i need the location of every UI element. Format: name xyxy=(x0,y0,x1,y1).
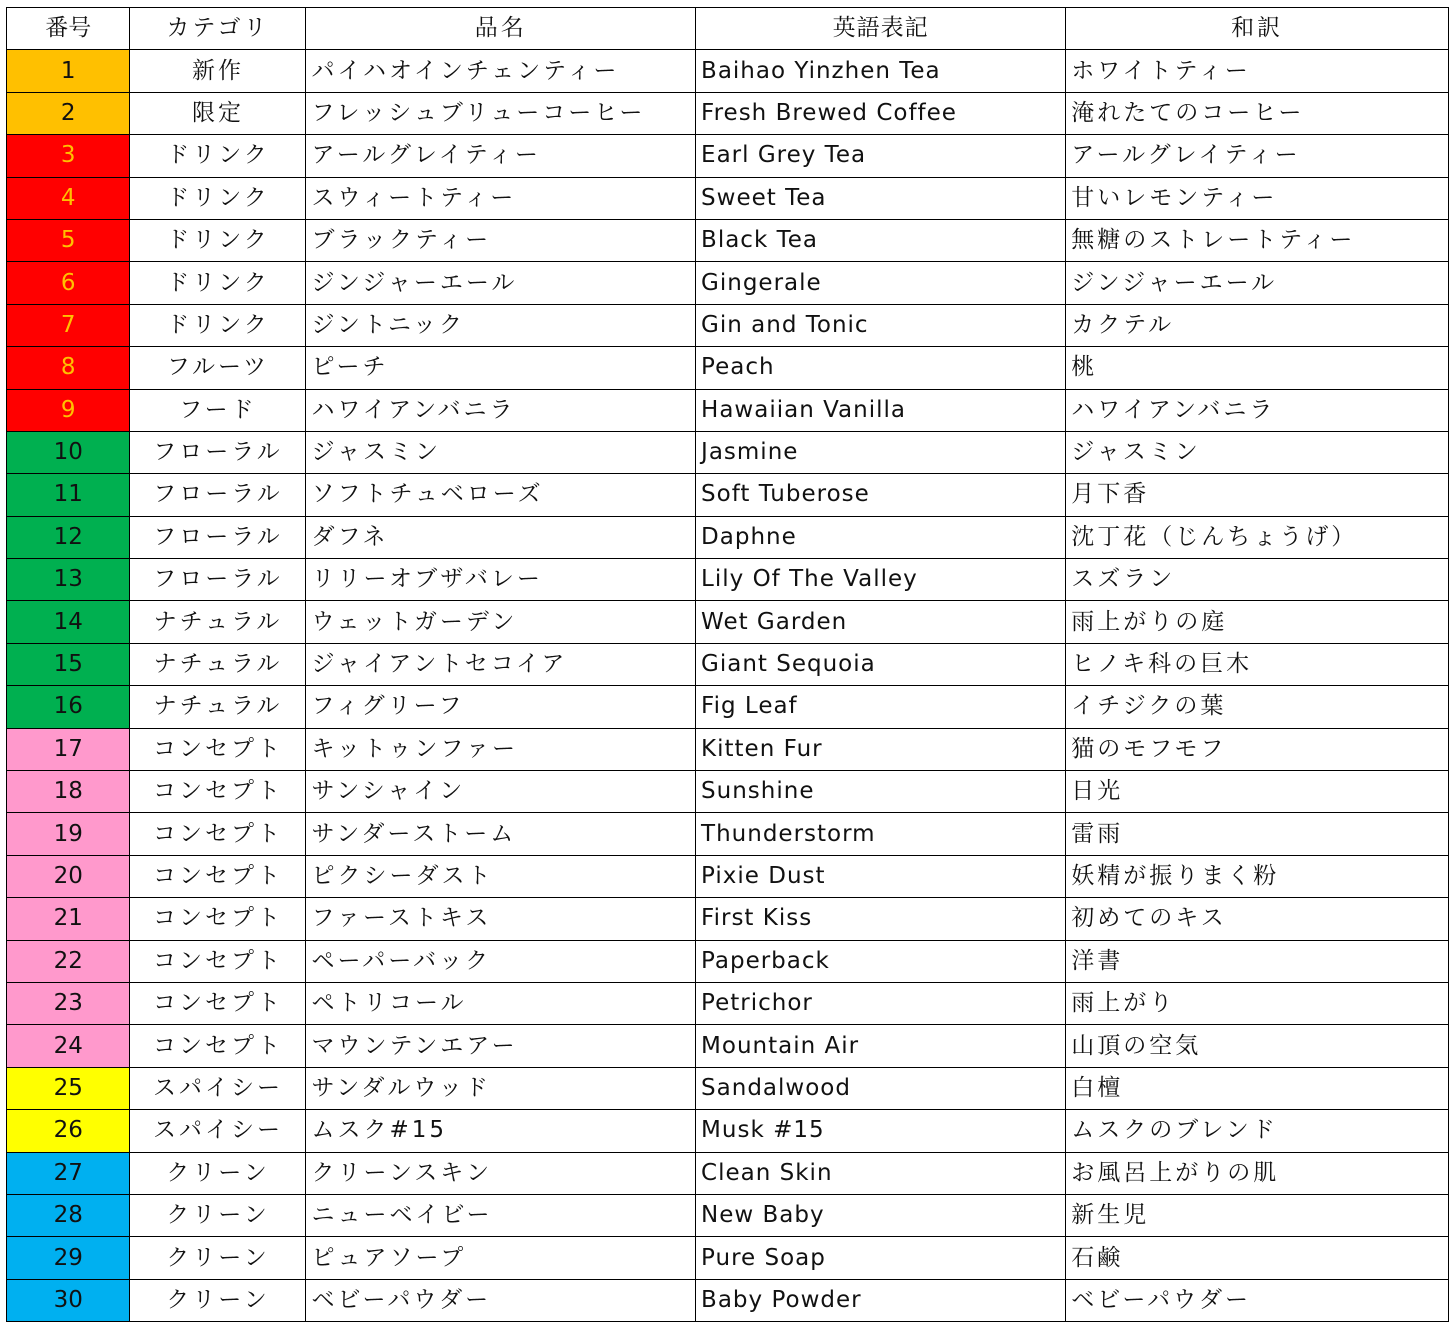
cell-japanese-translation: ジャスミン xyxy=(1066,431,1449,473)
cell-english-name: Petrichor xyxy=(696,982,1066,1024)
table-row xyxy=(7,898,1449,940)
cell-japanese-translation: 淹れたてのコーヒー xyxy=(1066,92,1449,134)
cell-number: 30 xyxy=(7,1279,130,1321)
cell-product-name: ジャスミン xyxy=(306,431,696,473)
cell-number: 21 xyxy=(7,898,130,940)
cell-product-name: ペトリコール xyxy=(306,982,696,1024)
cell-japanese-translation: 妖精が振りまく粉 xyxy=(1066,855,1449,897)
cell-japanese-translation: 白檀 xyxy=(1066,1067,1449,1109)
cell-japanese-translation: ムスクのブレンド xyxy=(1066,1110,1449,1152)
cell-english-name: Clean Skin xyxy=(696,1152,1066,1194)
cell-category: ドリンク xyxy=(130,177,306,219)
cell-japanese-translation: ヒノキ科の巨木 xyxy=(1066,643,1449,685)
table-row xyxy=(7,686,1449,728)
cell-product-name: ピーチ xyxy=(306,347,696,389)
cell-product-name: スウィートティー xyxy=(306,177,696,219)
cell-japanese-translation: 沈丁花（じんちょうげ） xyxy=(1066,516,1449,558)
cell-product-name: ピクシーダスト xyxy=(306,855,696,897)
cell-japanese-translation: 雷雨 xyxy=(1066,813,1449,855)
header-row xyxy=(7,8,1449,50)
cell-english-name: Baby Powder xyxy=(696,1279,1066,1321)
cell-product-name: サンダーストーム xyxy=(306,813,696,855)
cell-category: コンセプト xyxy=(130,855,306,897)
cell-product-name: パイハオインチェンティー xyxy=(306,50,696,92)
cell-category: クリーン xyxy=(130,1237,306,1279)
cell-number: 5 xyxy=(7,219,130,261)
cell-japanese-translation: お風呂上がりの肌 xyxy=(1066,1152,1449,1194)
cell-number: 8 xyxy=(7,347,130,389)
cell-category: フローラル xyxy=(130,559,306,601)
cell-number: 4 xyxy=(7,177,130,219)
cell-english-name: Fig Leaf xyxy=(696,686,1066,728)
table-row xyxy=(7,1194,1449,1236)
table-row xyxy=(7,771,1449,813)
cell-japanese-translation: 石鹸 xyxy=(1066,1237,1449,1279)
cell-japanese-translation: ホワイトティー xyxy=(1066,50,1449,92)
cell-category: コンセプト xyxy=(130,898,306,940)
cell-english-name: Sandalwood xyxy=(696,1067,1066,1109)
cell-category: スパイシー xyxy=(130,1110,306,1152)
cell-english-name: Sweet Tea xyxy=(696,177,1066,219)
header-product-name: 品名 xyxy=(306,8,696,50)
cell-japanese-translation: ジンジャーエール xyxy=(1066,262,1449,304)
table-row xyxy=(7,347,1449,389)
cell-english-name: Giant Sequoia xyxy=(696,643,1066,685)
table-row xyxy=(7,1025,1449,1067)
cell-japanese-translation: 洋書 xyxy=(1066,940,1449,982)
cell-product-name: ピュアソープ xyxy=(306,1237,696,1279)
cell-english-name: Fresh Brewed Coffee xyxy=(696,92,1066,134)
cell-product-name: ダフネ xyxy=(306,516,696,558)
cell-category: ドリンク xyxy=(130,135,306,177)
header-category: カテゴリ xyxy=(130,8,306,50)
cell-number: 15 xyxy=(7,643,130,685)
cell-number: 6 xyxy=(7,262,130,304)
cell-number: 23 xyxy=(7,982,130,1024)
table-row xyxy=(7,177,1449,219)
cell-category: フローラル xyxy=(130,431,306,473)
cell-product-name: ジントニック xyxy=(306,304,696,346)
cell-product-name: ブラックティー xyxy=(306,219,696,261)
cell-english-name: Musk #15 xyxy=(696,1110,1066,1152)
cell-product-name: キットゥンファー xyxy=(306,728,696,770)
cell-english-name: New Baby xyxy=(696,1194,1066,1236)
table-row xyxy=(7,813,1449,855)
cell-japanese-translation: 甘いレモンティー xyxy=(1066,177,1449,219)
cell-english-name: Black Tea xyxy=(696,219,1066,261)
cell-category: クリーン xyxy=(130,1152,306,1194)
cell-category: コンセプト xyxy=(130,940,306,982)
cell-category: 新作 xyxy=(130,50,306,92)
header-number: 番号 xyxy=(7,8,130,50)
cell-category: フルーツ xyxy=(130,347,306,389)
cell-product-name: ウェットガーデン xyxy=(306,601,696,643)
cell-product-name: ニューベイビー xyxy=(306,1194,696,1236)
cell-product-name: ジャイアントセコイア xyxy=(306,643,696,685)
cell-english-name: Gin and Tonic xyxy=(696,304,1066,346)
cell-number: 27 xyxy=(7,1152,130,1194)
cell-english-name: Paperback xyxy=(696,940,1066,982)
cell-japanese-translation: スズラン xyxy=(1066,559,1449,601)
cell-category: クリーン xyxy=(130,1279,306,1321)
cell-english-name: Hawaiian Vanilla xyxy=(696,389,1066,431)
cell-number: 17 xyxy=(7,728,130,770)
cell-number: 29 xyxy=(7,1237,130,1279)
table-row xyxy=(7,1152,1449,1194)
cell-number: 3 xyxy=(7,135,130,177)
cell-number: 14 xyxy=(7,601,130,643)
table-row xyxy=(7,643,1449,685)
cell-category: ナチュラル xyxy=(130,686,306,728)
cell-japanese-translation: 猫のモフモフ xyxy=(1066,728,1449,770)
cell-english-name: Thunderstorm xyxy=(696,813,1066,855)
cell-japanese-translation: アールグレイティー xyxy=(1066,135,1449,177)
cell-number: 12 xyxy=(7,516,130,558)
table-row xyxy=(7,1279,1449,1321)
cell-category: ドリンク xyxy=(130,304,306,346)
cell-number: 7 xyxy=(7,304,130,346)
table-row xyxy=(7,389,1449,431)
cell-product-name: ムスク#15 xyxy=(306,1110,696,1152)
table-row xyxy=(7,1110,1449,1152)
cell-english-name: Sunshine xyxy=(696,771,1066,813)
cell-number: 22 xyxy=(7,940,130,982)
header-japanese-translation: 和訳 xyxy=(1066,8,1449,50)
table-row xyxy=(7,474,1449,516)
cell-category: コンセプト xyxy=(130,813,306,855)
cell-number: 9 xyxy=(7,389,130,431)
cell-category: コンセプト xyxy=(130,728,306,770)
cell-category: コンセプト xyxy=(130,1025,306,1067)
table-row xyxy=(7,304,1449,346)
table-row xyxy=(7,559,1449,601)
table-row xyxy=(7,855,1449,897)
cell-english-name: Daphne xyxy=(696,516,1066,558)
cell-number: 20 xyxy=(7,855,130,897)
cell-product-name: マウンテンエアー xyxy=(306,1025,696,1067)
cell-category: ドリンク xyxy=(130,262,306,304)
cell-product-name: アールグレイティー xyxy=(306,135,696,177)
cell-english-name: Wet Garden xyxy=(696,601,1066,643)
header-english-name: 英語表記 xyxy=(696,8,1066,50)
cell-english-name: Earl Grey Tea xyxy=(696,135,1066,177)
cell-number: 13 xyxy=(7,559,130,601)
cell-english-name: Kitten Fur xyxy=(696,728,1066,770)
cell-product-name: サンダルウッド xyxy=(306,1067,696,1109)
cell-product-name: リリーオブザバレー xyxy=(306,559,696,601)
cell-product-name: クリーンスキン xyxy=(306,1152,696,1194)
cell-english-name: Peach xyxy=(696,347,1066,389)
cell-category: ナチュラル xyxy=(130,643,306,685)
table-row xyxy=(7,50,1449,92)
cell-number: 2 xyxy=(7,92,130,134)
cell-japanese-translation: 日光 xyxy=(1066,771,1449,813)
cell-category: 限定 xyxy=(130,92,306,134)
cell-japanese-translation: 初めてのキス xyxy=(1066,898,1449,940)
cell-product-name: ペーパーバック xyxy=(306,940,696,982)
cell-product-name: ジンジャーエール xyxy=(306,262,696,304)
cell-number: 11 xyxy=(7,474,130,516)
cell-number: 16 xyxy=(7,686,130,728)
cell-japanese-translation: ベビーパウダー xyxy=(1066,1279,1449,1321)
cell-product-name: ソフトチュベローズ xyxy=(306,474,696,516)
cell-english-name: Lily Of The Valley xyxy=(696,559,1066,601)
cell-category: スパイシー xyxy=(130,1067,306,1109)
cell-english-name: First Kiss xyxy=(696,898,1066,940)
cell-japanese-translation: カクテル xyxy=(1066,304,1449,346)
cell-japanese-translation: 新生児 xyxy=(1066,1194,1449,1236)
cell-number: 10 xyxy=(7,431,130,473)
fragrance-table xyxy=(6,7,1449,1322)
cell-number: 24 xyxy=(7,1025,130,1067)
cell-number: 26 xyxy=(7,1110,130,1152)
cell-product-name: ファーストキス xyxy=(306,898,696,940)
cell-number: 18 xyxy=(7,771,130,813)
cell-english-name: Soft Tuberose xyxy=(696,474,1066,516)
cell-number: 25 xyxy=(7,1067,130,1109)
cell-english-name: Mountain Air xyxy=(696,1025,1066,1067)
table-row xyxy=(7,940,1449,982)
cell-english-name: Gingerale xyxy=(696,262,1066,304)
cell-japanese-translation: 月下香 xyxy=(1066,474,1449,516)
cell-english-name: Pixie Dust xyxy=(696,855,1066,897)
cell-japanese-translation: 雨上がり xyxy=(1066,982,1449,1024)
cell-english-name: Jasmine xyxy=(696,431,1066,473)
cell-english-name: Pure Soap xyxy=(696,1237,1066,1279)
cell-product-name: サンシャイン xyxy=(306,771,696,813)
cell-product-name: フレッシュブリューコーヒー xyxy=(306,92,696,134)
cell-english-name: Baihao Yinzhen Tea xyxy=(696,50,1066,92)
cell-category: クリーン xyxy=(130,1194,306,1236)
table-row xyxy=(7,431,1449,473)
cell-japanese-translation: 桃 xyxy=(1066,347,1449,389)
cell-category: コンセプト xyxy=(130,771,306,813)
cell-product-name: ベビーパウダー xyxy=(306,1279,696,1321)
cell-product-name: フィグリーフ xyxy=(306,686,696,728)
table-row xyxy=(7,728,1449,770)
table-row xyxy=(7,262,1449,304)
cell-number: 1 xyxy=(7,50,130,92)
cell-category: ドリンク xyxy=(130,219,306,261)
table-row xyxy=(7,1067,1449,1109)
cell-number: 28 xyxy=(7,1194,130,1236)
table-row xyxy=(7,601,1449,643)
table-row xyxy=(7,135,1449,177)
cell-category: フローラル xyxy=(130,516,306,558)
table-row xyxy=(7,982,1449,1024)
cell-japanese-translation: 雨上がりの庭 xyxy=(1066,601,1449,643)
table-row xyxy=(7,92,1449,134)
cell-japanese-translation: イチジクの葉 xyxy=(1066,686,1449,728)
cell-category: ナチュラル xyxy=(130,601,306,643)
table-row xyxy=(7,1237,1449,1279)
cell-japanese-translation: 山頂の空気 xyxy=(1066,1025,1449,1067)
table-row xyxy=(7,516,1449,558)
cell-category: フード xyxy=(130,389,306,431)
cell-category: フローラル xyxy=(130,474,306,516)
table-row xyxy=(7,219,1449,261)
cell-japanese-translation: 無糖のストレートティー xyxy=(1066,219,1449,261)
cell-japanese-translation: ハワイアンバニラ xyxy=(1066,389,1449,431)
table-body xyxy=(7,50,1449,1322)
cell-number: 19 xyxy=(7,813,130,855)
cell-product-name: ハワイアンバニラ xyxy=(306,389,696,431)
cell-category: コンセプト xyxy=(130,982,306,1024)
